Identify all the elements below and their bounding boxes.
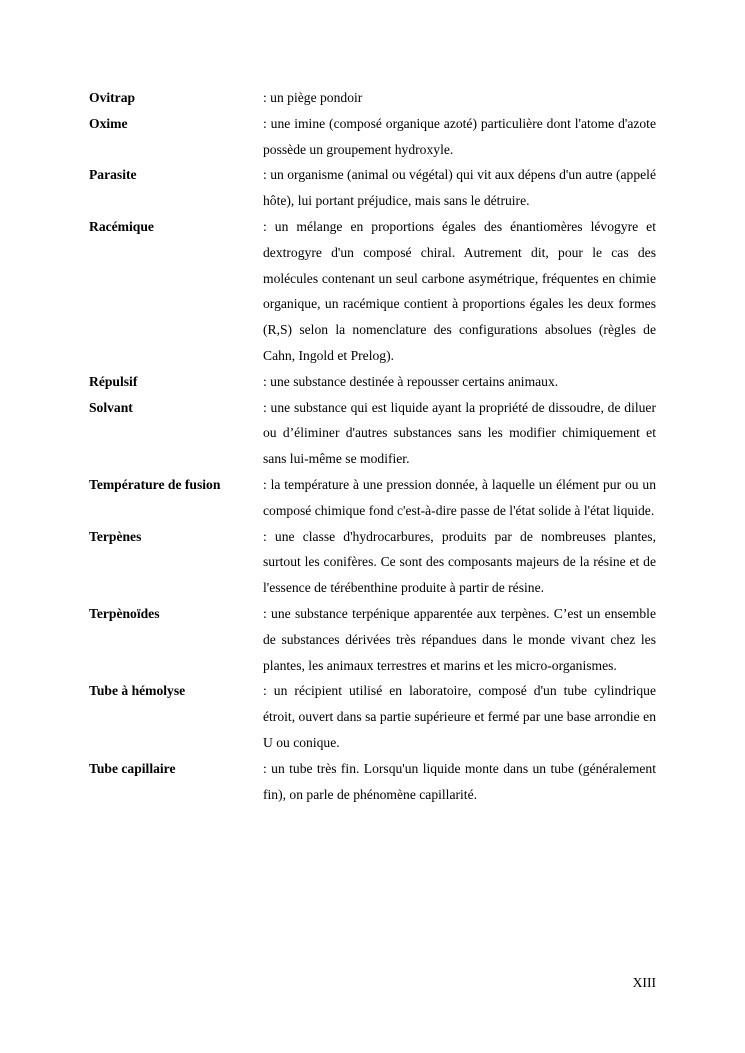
term: Terpènes — [89, 528, 142, 544]
glossary-entry-temperature-de-fusion — [89, 472, 656, 524]
term: Parasite — [89, 167, 137, 183]
glossary — [89, 85, 656, 807]
glossary-entry-tube-capillaire — [89, 756, 656, 808]
glossary-entry-solvant — [89, 395, 656, 472]
glossary-entry-terpenes — [89, 524, 656, 601]
definition: : un piège pondoir — [263, 90, 363, 105]
term: Oxime — [89, 115, 128, 131]
definition: : une substance destinée à repousser certains animaux. — [263, 373, 559, 389]
definition: : une substance terpénique apparentée aux terpènes. C’est un ensemble de substances dérivées très répandues dans le monde vivant chez les plantes, les animaux terrestres et marins et les micro-organismes. — [263, 605, 656, 673]
term: Terpènoïdes — [89, 605, 160, 621]
definition: : la température à une pression donnée, à laquelle un élément pur ou un composé chimique fond c'est-à-dire passe de l'état solide à l'état liquide. — [263, 476, 656, 518]
term: Solvant — [89, 399, 133, 415]
glossary-entry-parasite — [89, 162, 656, 214]
glossary-entry-ovitrap — [89, 85, 656, 111]
definition: : un récipient utilisé en laboratoire, composé d'un tube cylindrique étroit, ouvert dans sa partie supérieure et fermé par une base arrondie en U ou conique. — [263, 683, 656, 750]
term: Racémique — [89, 218, 154, 234]
definition: : une imine (composé organique azoté) particulière dont l'atome d'azote possède un groupement hydroxyle. — [263, 115, 656, 157]
definition: : un tube très fin. Lorsqu'un liquide monte dans un tube (généralement fin), on parle de phénomène capillarité. — [263, 760, 656, 802]
glossary-entry-terpenoides — [89, 601, 656, 678]
term: Ovitrap — [89, 90, 136, 105]
term: Température de fusion — [89, 476, 221, 492]
glossary-entry-tube-a-hemolyse — [89, 678, 656, 755]
definition: : une substance qui est liquide ayant la propriété de dissoudre, de diluer ou d’éliminer d'autres substances sans les modifier chimiquement et sans lui-même se modifier. — [263, 399, 656, 467]
glossary-entry-repulsif — [89, 369, 656, 395]
term: Tube à hémolyse — [89, 683, 186, 699]
page-number: XIII — [632, 975, 656, 990]
definition: : une classe d'hydrocarbures, produits par de nombreuses plantes, surtout les conifères. Ce sont des composants majeurs de la résine et de l'essence de térébenthine produite à partir de résine. — [263, 528, 656, 596]
term: Tube capillaire — [89, 760, 176, 776]
definition: : un organisme (animal ou végétal) qui vit aux dépens d'un autre (appelé hôte), lui portant préjudice, mais sans le détruire. — [263, 167, 656, 209]
definition: : un mélange en proportions égales des énantiomères lévogyre et dextrogyre d'un composé chiral. Autrement dit, pour le cas des molécules contenant un seul carbone asymétrique, fréquentes en chimie organique, un racémique contient à proportions égales les deux formes (R,S) selon la nomenclature des configurations absolues (règles de Cahn, Ingold et Prelog). — [263, 218, 656, 363]
glossary-entry-oxime — [89, 111, 656, 163]
term: Répulsif — [89, 373, 138, 389]
glossary-entry-racemique — [89, 214, 656, 369]
